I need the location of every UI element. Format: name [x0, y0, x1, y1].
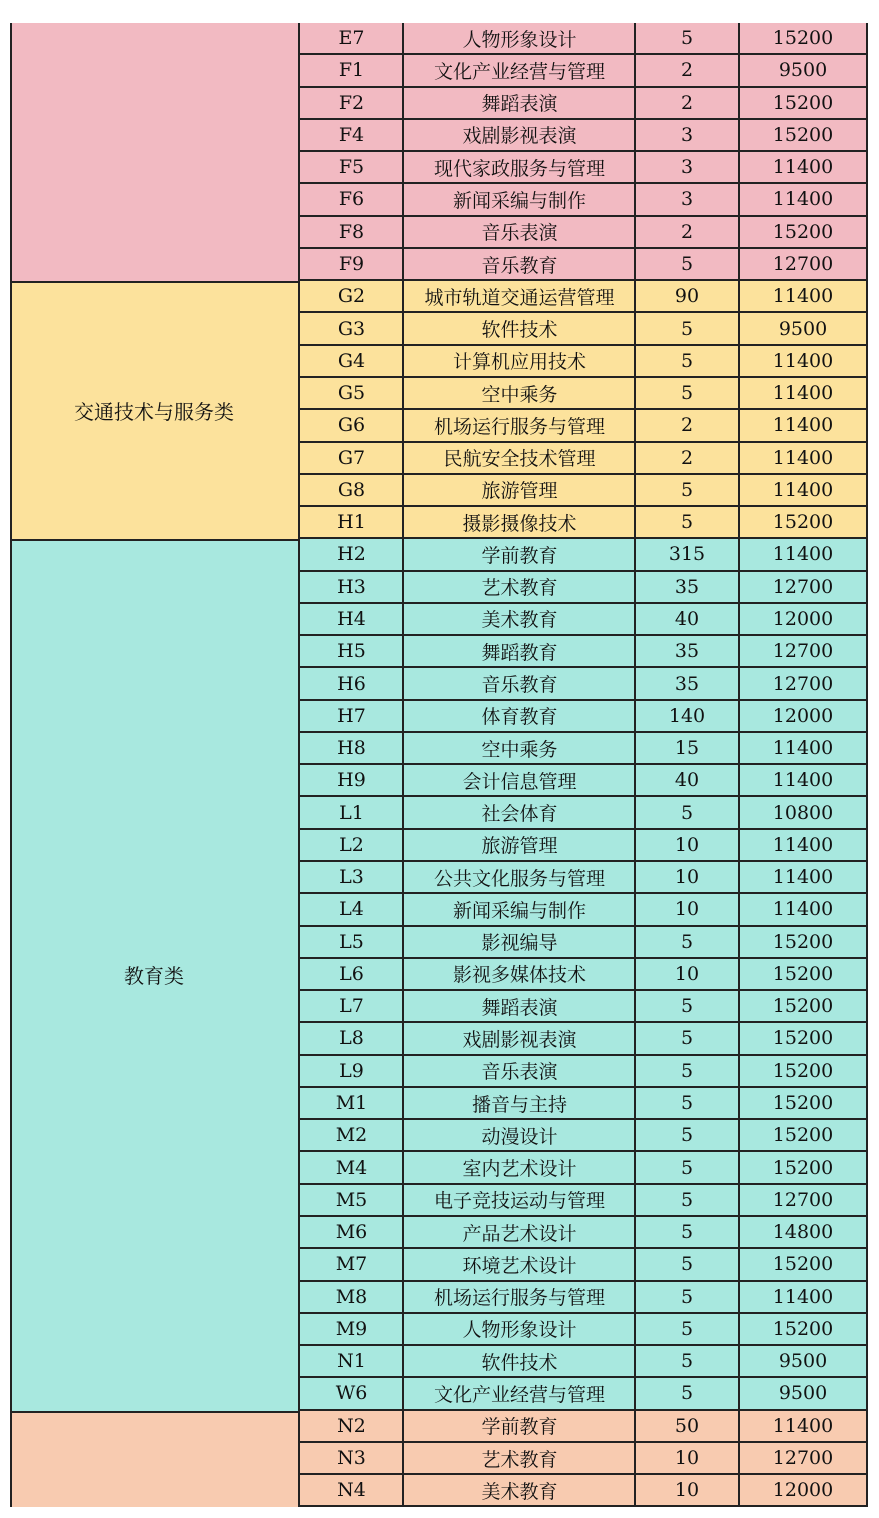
enrollment-count: 5: [680, 995, 694, 1018]
enrollment-count: 5: [680, 511, 694, 534]
tuition-fee: 15200: [772, 27, 834, 50]
major-name: 环境艺术设计: [462, 1254, 577, 1277]
table-row: [298, 23, 868, 55]
major-name: 空中乘务: [481, 738, 558, 761]
enrollment-count: 5: [680, 1350, 694, 1373]
tuition-fee: 15200: [772, 1092, 834, 1115]
enrollment-count: 2: [680, 414, 694, 437]
major-code: L9: [339, 1059, 364, 1082]
major-name: 民航安全技术管理: [443, 448, 596, 471]
tuition-fee: 15200: [772, 123, 834, 146]
tuition-fee: 9500: [778, 317, 828, 340]
table-row: [298, 281, 868, 313]
major-name: 室内艺术设计: [462, 1158, 577, 1181]
enrollment-count: 10: [674, 1447, 700, 1469]
major-code: F5: [338, 156, 365, 179]
major-name: 社会体育: [481, 803, 558, 826]
tuition-fee: 15200: [772, 220, 834, 243]
table-row: [298, 636, 868, 668]
right-border: [866, 23, 868, 1507]
tuition-fee: 12700: [772, 640, 834, 663]
tuition-fee: 12000: [772, 704, 834, 727]
major-name: 旅游管理: [481, 835, 558, 858]
major-name: 产品艺术设计: [462, 1222, 577, 1245]
table-row: [298, 1056, 868, 1088]
major-name: 公共文化服务与管理: [433, 867, 605, 890]
tuition-fee: 11400: [772, 349, 834, 372]
enrollment-count: 2: [680, 91, 694, 114]
enrollment-count: 5: [680, 349, 694, 372]
enrollment-count: 5: [680, 1124, 694, 1147]
tuition-fee: 12000: [772, 607, 834, 630]
tuition-fee: 15200: [772, 1156, 834, 1179]
enrollment-count: 10: [674, 898, 700, 921]
major-code: L8: [339, 1027, 364, 1050]
tuition-fee: 9500: [778, 1382, 828, 1405]
tuition-fee: 15200: [772, 1059, 834, 1082]
major-name: 舞蹈表演: [481, 93, 558, 116]
enrollment-count: 5: [680, 1253, 694, 1276]
count-divider: [738, 23, 740, 1507]
major-name: 影视编导: [481, 932, 558, 955]
tuition-fee: 11400: [772, 833, 834, 856]
major-code: F9: [338, 253, 365, 275]
tuition-fee: 12700: [772, 672, 834, 695]
major-fee-table: [10, 23, 868, 1507]
major-code: F2: [338, 91, 365, 114]
category-label: 教育类: [124, 964, 184, 989]
table-row: [298, 991, 868, 1023]
enrollment-count: 5: [680, 1285, 694, 1308]
enrollment-count: 5: [680, 382, 694, 405]
table-row: [298, 1411, 868, 1443]
enrollment-count: 5: [680, 27, 694, 50]
major-name: 新闻采编与制作: [452, 899, 586, 922]
table-row: [298, 604, 868, 636]
major-name: 学前教育: [481, 1416, 558, 1439]
enrollment-count: 3: [680, 156, 694, 179]
major-name: 现代家政服务与管理: [433, 157, 605, 180]
major-code: L1: [339, 801, 364, 824]
major-code: F1: [338, 59, 365, 82]
major-name: 软件技术: [481, 1351, 558, 1374]
table-row: [298, 862, 868, 894]
major-name: 机场运行服务与管理: [433, 1287, 605, 1310]
table-row: [298, 1282, 868, 1314]
major-code: L3: [339, 866, 364, 889]
enrollment-count: 5: [680, 253, 694, 275]
enrollment-count: 35: [674, 672, 700, 695]
table-row: [298, 572, 868, 604]
tuition-fee: 9500: [778, 1350, 828, 1373]
major-code: L6: [339, 962, 364, 985]
category-divider: [298, 23, 300, 1507]
major-name: 空中乘务: [481, 383, 558, 406]
enrollment-count: 5: [680, 1221, 694, 1244]
major-code: M5: [335, 1188, 368, 1211]
tuition-fee: 14800: [772, 1221, 834, 1244]
enrollment-count: 2: [680, 220, 694, 243]
table-row: [298, 55, 868, 87]
table-row: [298, 507, 868, 539]
major-code: L7: [339, 995, 364, 1018]
table-row: [298, 1152, 868, 1184]
major-code: L4: [339, 898, 364, 921]
table-row: [298, 830, 868, 862]
major-code: G4: [337, 349, 366, 372]
major-code: L2: [339, 833, 364, 856]
major-code: F8: [338, 220, 365, 243]
tuition-fee: 15200: [772, 995, 834, 1018]
enrollment-count: 2: [680, 446, 694, 469]
table-row: [298, 1120, 868, 1152]
enrollment-count: 5: [680, 1059, 694, 1082]
enrollment-count: 5: [680, 930, 694, 953]
major-code: G2: [337, 285, 366, 308]
major-code: M4: [335, 1156, 368, 1179]
major-code: M1: [335, 1092, 368, 1115]
tuition-fee: 11400: [772, 188, 834, 211]
table-row: [298, 184, 868, 216]
major-code: M7: [335, 1253, 368, 1276]
table-row: [298, 668, 868, 700]
enrollment-count: 10: [674, 962, 700, 985]
tuition-fee: 11400: [772, 737, 834, 760]
major-name: 摄影摄像技术: [462, 512, 577, 535]
major-name: 音乐教育: [481, 674, 558, 697]
category-label: 交通技术与服务类: [74, 399, 234, 424]
table-row: [298, 927, 868, 959]
tuition-fee: 11400: [772, 156, 834, 179]
enrollment-count: 5: [680, 478, 694, 501]
left-border: [10, 23, 12, 1507]
enrollment-count: 3: [680, 188, 694, 211]
major-name: 舞蹈表演: [481, 996, 558, 1019]
major-code: G3: [337, 317, 366, 340]
enrollment-count: 5: [680, 1156, 694, 1179]
major-code: G6: [337, 414, 366, 437]
table-row: [298, 475, 868, 507]
table-row: [298, 1475, 868, 1507]
code-divider: [402, 23, 404, 1507]
tuition-fee: 11400: [772, 1285, 834, 1308]
major-code: H8: [337, 737, 366, 760]
tuition-fee: 11400: [772, 1414, 834, 1437]
table-row: [298, 1443, 868, 1475]
major-name: 音乐教育: [481, 254, 558, 277]
major-code: M8: [335, 1285, 368, 1308]
major-code: H1: [337, 511, 366, 534]
major-name: 软件技术: [481, 319, 558, 342]
enrollment-count: 140: [668, 704, 706, 727]
table-row: [298, 217, 868, 249]
major-name: 计算机应用技术: [452, 351, 586, 374]
table-row: [298, 797, 868, 829]
tuition-fee: 15200: [772, 1253, 834, 1276]
tuition-fee: 11400: [772, 866, 834, 889]
major-code: W6: [335, 1382, 368, 1405]
tuition-fee: 15200: [772, 511, 834, 534]
table-row: [298, 88, 868, 120]
major-name: 艺术教育: [481, 1448, 558, 1471]
major-code: N3: [337, 1447, 366, 1469]
enrollment-count: 35: [674, 640, 700, 663]
tuition-fee: 15200: [772, 91, 834, 114]
major-name: 文化产业经营与管理: [433, 60, 605, 83]
major-code: H2: [337, 543, 366, 566]
table-row: [298, 443, 868, 475]
major-code: M2: [335, 1124, 368, 1147]
major-code: L5: [339, 930, 364, 953]
tuition-fee: 11400: [772, 446, 834, 469]
tuition-fee: 11400: [772, 898, 834, 921]
table-row: [298, 1217, 868, 1249]
enrollment-count: 40: [674, 607, 700, 630]
major-name: 音乐表演: [481, 1061, 558, 1084]
tuition-fee: 12700: [772, 1447, 834, 1469]
major-code: G8: [337, 478, 366, 501]
table-row: [298, 959, 868, 991]
major-name: 播音与主持: [471, 1093, 567, 1116]
tuition-fee: 15200: [772, 1027, 834, 1050]
major-name: 机场运行服务与管理: [433, 415, 605, 438]
table-row: [298, 701, 868, 733]
major-code: H7: [337, 704, 366, 727]
tuition-fee: 15200: [772, 962, 834, 985]
major-name: 电子竞技运动与管理: [433, 1190, 605, 1213]
enrollment-count: 5: [680, 1382, 694, 1405]
table-row: [298, 249, 868, 281]
tuition-fee: 11400: [772, 382, 834, 405]
major-code: H6: [337, 672, 366, 695]
enrollment-count: 5: [680, 1027, 694, 1050]
table-row: [298, 378, 868, 410]
table-row: [298, 894, 868, 926]
major-name: 会计信息管理: [462, 770, 577, 793]
major-code: G5: [337, 382, 366, 405]
major-name: 动漫设计: [481, 1125, 558, 1148]
enrollment-count: 5: [680, 1092, 694, 1115]
table-row: [298, 1314, 868, 1346]
tuition-fee: 12700: [772, 575, 834, 598]
table-row: [298, 1185, 868, 1217]
major-name: 人物形象设计: [462, 28, 577, 51]
enrollment-count: 3: [680, 123, 694, 146]
table-row: [298, 539, 868, 571]
table-row: [298, 1249, 868, 1281]
name-divider: [634, 23, 636, 1507]
enrollment-count: 5: [680, 801, 694, 824]
enrollment-count: 10: [674, 833, 700, 856]
major-name: 人物形象设计: [462, 1319, 577, 1342]
tuition-fee: 11400: [772, 769, 834, 792]
tuition-fee: 11400: [772, 543, 834, 566]
enrollment-count: 315: [668, 543, 706, 566]
major-code: M6: [335, 1221, 368, 1244]
category-label: [10, 1411, 298, 1508]
major-name: 影视多媒体技术: [452, 964, 586, 987]
major-code: H9: [337, 769, 366, 792]
group-divider: [10, 1411, 298, 1413]
tuition-fee: 12700: [772, 253, 834, 275]
major-name: 文化产业经营与管理: [433, 1383, 605, 1406]
table-row: [298, 1023, 868, 1055]
major-name: 城市轨道交通运营管理: [424, 286, 615, 309]
enrollment-count: 35: [674, 575, 700, 598]
major-name: 学前教育: [481, 544, 558, 567]
enrollment-count: 10: [674, 1479, 700, 1502]
major-code: N4: [337, 1479, 366, 1502]
table-row: [298, 1378, 868, 1410]
major-code: H5: [337, 640, 366, 663]
enrollment-count: 90: [674, 285, 700, 308]
table-row: [298, 1346, 868, 1378]
tuition-fee: 12000: [772, 1479, 834, 1502]
major-name: 体育教育: [481, 706, 558, 729]
enrollment-count: 5: [680, 1317, 694, 1340]
enrollment-count: 40: [674, 769, 700, 792]
major-code: E7: [338, 27, 365, 50]
tuition-fee: 15200: [772, 1124, 834, 1147]
tuition-fee: 11400: [772, 285, 834, 308]
major-name: 戏剧影视表演: [462, 1028, 577, 1051]
enrollment-count: 5: [680, 317, 694, 340]
enrollment-count: 15: [674, 737, 700, 760]
major-code: H3: [337, 575, 366, 598]
major-name: 舞蹈教育: [481, 641, 558, 664]
major-name: 戏剧影视表演: [462, 125, 577, 148]
group-divider: [10, 281, 298, 283]
major-name: 美术教育: [481, 1480, 558, 1503]
major-name: 音乐表演: [481, 222, 558, 245]
table-row: [298, 765, 868, 797]
table-row: [298, 152, 868, 184]
tuition-fee: 9500: [778, 59, 828, 82]
tuition-fee: 10800: [772, 801, 834, 824]
major-code: M9: [335, 1317, 368, 1340]
table-row: [298, 120, 868, 152]
enrollment-count: 5: [680, 1188, 694, 1211]
major-code: F4: [338, 123, 365, 146]
major-code: F6: [338, 188, 365, 211]
major-code: G7: [337, 446, 366, 469]
tuition-fee: 11400: [772, 478, 834, 501]
table-row: [298, 733, 868, 765]
major-code: H4: [337, 607, 366, 630]
major-code: N1: [337, 1350, 366, 1373]
tuition-fee: 12700: [772, 1188, 834, 1211]
tuition-fee: 15200: [772, 1317, 834, 1340]
tuition-fee: 11400: [772, 414, 834, 437]
major-code: N2: [337, 1414, 366, 1437]
major-name: 美术教育: [481, 609, 558, 632]
table-row: [298, 1088, 868, 1120]
major-name: 旅游管理: [481, 480, 558, 503]
tuition-fee: 15200: [772, 930, 834, 953]
table-row: [298, 346, 868, 378]
major-name: 新闻采编与制作: [452, 189, 586, 212]
major-name: 艺术教育: [481, 577, 558, 600]
enrollment-count: 50: [674, 1414, 700, 1437]
table-row: [298, 313, 868, 345]
enrollment-count: 2: [680, 59, 694, 82]
category-label: [10, 23, 298, 281]
enrollment-count: 10: [674, 866, 700, 889]
table-row: [298, 410, 868, 442]
group-divider: [10, 539, 298, 541]
